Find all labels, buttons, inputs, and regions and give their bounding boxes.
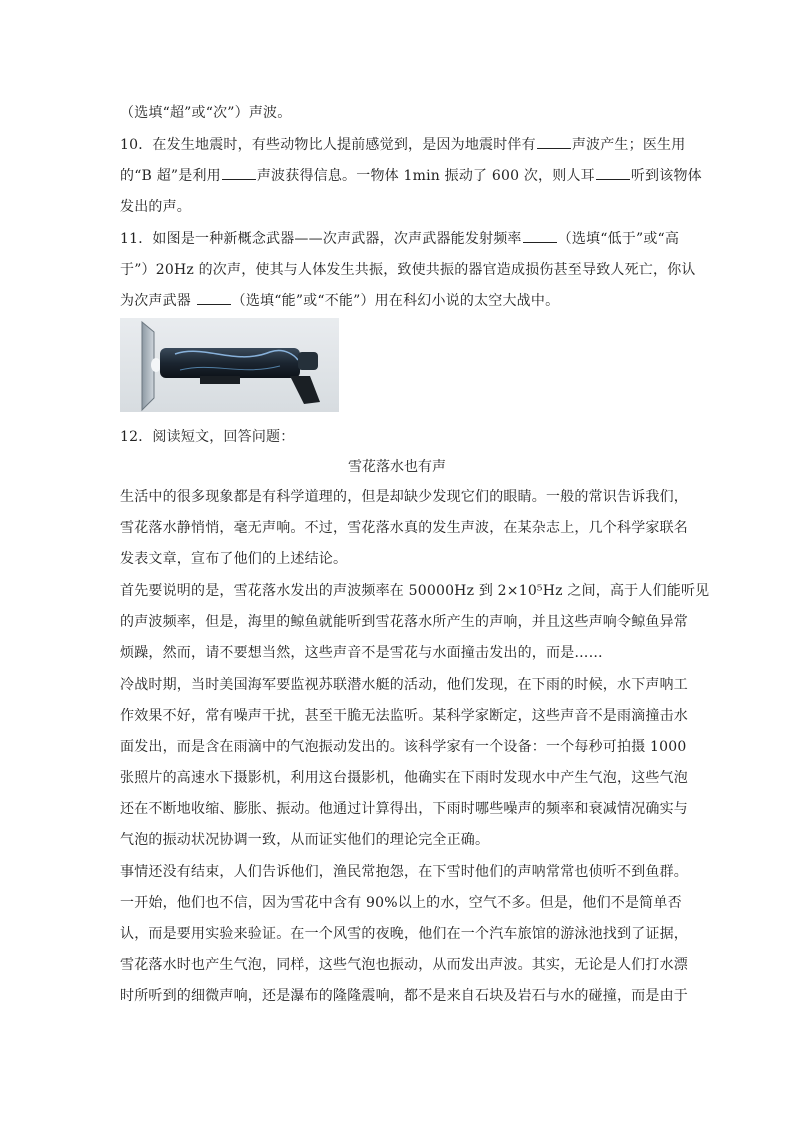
article-line: 的声波频率，但是，海里的鲸鱼就能听到雪花落水所产生的声响，并且这些声响令鲸鱼异常 (120, 614, 688, 630)
article-line: 一开始，他们也不信，因为雪花中含有 90%以上的水，空气不多。但是，他们不是简单否 (120, 895, 682, 911)
answer-blank (197, 292, 231, 305)
infrasound-weapon-illustration (120, 318, 339, 412)
q11-text: 为次声武器 (120, 293, 191, 309)
q11-text: （选填“低于”或“高 (557, 231, 680, 247)
article-line: 还在不断地收缩、膨胀、振动。他通过计算得出，下雨时哪些噪声的频率和衰减情况确实与 (120, 801, 688, 817)
article-line: 时所听到的细微声响，还是瀑布的隆隆震响，都不是来自石块及岩石与水的碰撞，而是由于 (120, 988, 688, 1004)
q11-line-2: 于”）20Hz 的次声，使其与人体发生共振，致使共振的器官造成损伤甚至导致人死亡，你认 (120, 262, 696, 278)
article-line: 冷战时期，当时美国海军要监视苏联潜水艇的活动，他们发现，在下雨的时候，水下声呐工 (120, 677, 688, 693)
article-line: 张照片的高速水下摄影机，利用这台摄影机，他确实在下雨时发现水中产生气泡，这些气泡 (120, 770, 688, 786)
q10-text: 听到该物体 (630, 168, 702, 184)
q10-line-2 (120, 167, 702, 185)
q10-text: 声波获得信息。一物体 1min 振动了 600 次，则人耳 (256, 168, 595, 184)
q11-line-3 (120, 292, 559, 310)
q10-text: 10．在发生地震时，有些动物比人提前感觉到，是因为地震时伴有 (120, 137, 536, 153)
q10-text: 的“B 超”是利用 (120, 168, 221, 184)
article-line: 首先要说明的是，雪花落水发出的声波频率在 50000Hz 到 2×10⁵Hz 之间，高于人们能听见 (120, 583, 710, 599)
answer-blank (523, 230, 557, 243)
q11-text: 11．如图是一种新概念武器——次声武器，次声武器能发射频率 (120, 231, 522, 247)
q9-tail-line: （选填“超”或“次”）声波。 (120, 105, 292, 121)
q11-text: （选填“能”或“不能”）用在科幻小说的太空大战中。 (231, 293, 560, 309)
article-line: 作效果不好，常有噪声干扰，甚至干脆无法监听。某科学家断定，这些声音不是雨滴撞击水 (120, 708, 688, 724)
answer-blank (537, 136, 571, 149)
infrasound-weapon-image (120, 318, 339, 412)
q10-line-3: 发出的声。 (120, 199, 191, 215)
answer-blank (596, 167, 630, 180)
article-line: 事情还没有结束，人们告诉他们，渔民常抱怨，在下雪时他们的声呐常常也侦听不到鱼群。 (120, 864, 688, 880)
q12-intro: 12．阅读短文，回答问题： (120, 429, 295, 445)
article-line: 认，而是要用实验来验证。在一个风雪的夜晚，他们在一个汽车旅馆的游泳池找到了证据， (120, 926, 688, 942)
q11-line-1 (120, 230, 679, 248)
article-line: 雪花落水时也产生气泡，同样，这些气泡也振动，从而发出声波。其实，无论是人们打水漂 (120, 957, 688, 973)
q10-text: 声波产生；医生用 (571, 137, 686, 153)
article-line: 雪花落水静悄悄，毫无声响。不过，雪花落水真的发生声波，在某杂志上，几个科学家联名 (120, 520, 688, 536)
article-title: 雪花落水也有声 (348, 459, 446, 475)
article-line: 面发出，而是含在雨滴中的气泡振动发出的。该科学家有一个设备：一个每秒可拍摄 1000 (120, 739, 687, 755)
article-line: 生活中的很多现象都是有科学道理的，但是却缺少发现它们的眼睛。一般的常识告诉我们， (120, 489, 688, 505)
q10-line-1 (120, 136, 685, 154)
article-line: 发表文章，宣布了他们的上述结论。 (120, 551, 348, 567)
answer-blank (222, 167, 256, 180)
article-line: 气泡的振动状况协调一致，从而证实他们的理论完全正确。 (120, 832, 490, 848)
article-line: 烦躁，然而，请不要想当然，这些声音不是雪花与水面撞击发出的，而是…… (120, 645, 603, 661)
